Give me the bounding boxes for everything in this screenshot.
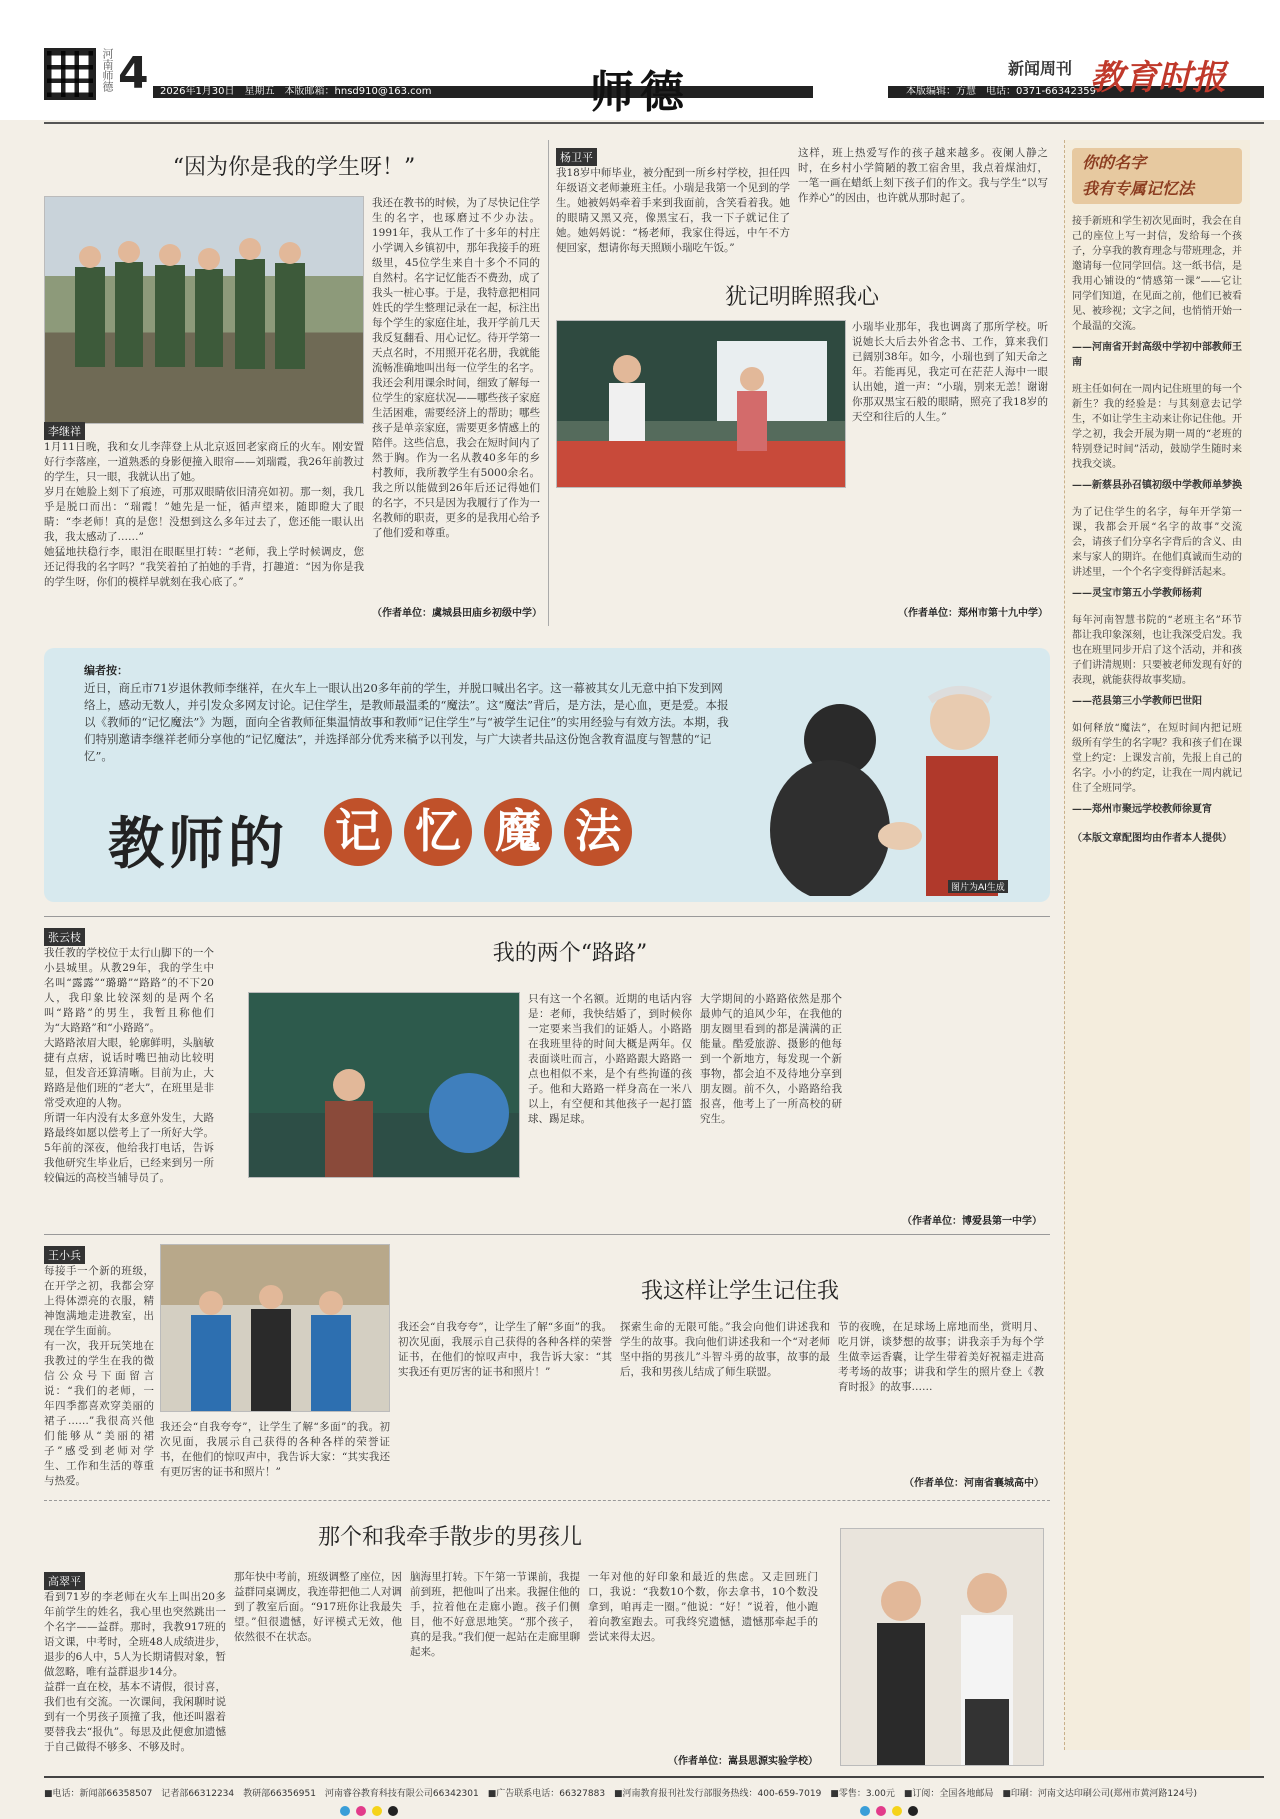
article-title: 我的两个“路路” xyxy=(492,941,648,966)
article-body xyxy=(44,946,214,1208)
author-unit: （作者单位：虞城县田庙乡初级中学） xyxy=(372,608,542,619)
photo-credit-note: （本版文章配图均由作者本人提供） xyxy=(1072,833,1232,844)
teacher-students-group-photo xyxy=(160,1244,390,1412)
paragraph: 我18岁中师毕业，被分配到一所乡村学校，担任四年级语文老师兼班主任。小瑞是我第一个见到的学生。她被妈妈牵着手来到我面前，含笑看着我。她的眼睛又黑又亮，像黑宝石，我一下子就记住了她。她妈妈说：“杨老师，我家住得远，中午不方便回家，想请你每天照顾小瑞吃午饭。” xyxy=(556,167,790,254)
article-body xyxy=(410,1570,580,1746)
article-body xyxy=(398,1320,612,1470)
sidebar-content xyxy=(1072,214,1242,844)
paragraph: 只有这一个名额。近期的电话内容是：老师，我快结婚了，到时候你一定要来当我们的证婚人。小路路在我班里待的时间大概是两年。仅表面谈吐而言，小路路跟大路路一点也相似不来，是个有些拘谨的孩子。他和大路路一样身高在一米八以上，有空便和其他孩子一起打篮球、踢足球。 xyxy=(528,993,692,1125)
article-body xyxy=(588,1570,818,1746)
paragraph: 她猛地扶稳行李，眼泪在眼眶里打转：“老师，我上学时候调皮，您还记得我的名字吗？”我笑着拍了拍她的手背，打趣道：“因为你是我的学生呀，你们的模样早就刻在我心底了。” xyxy=(44,546,364,588)
sidebar-paragraph: 班主任如何在一周内记住班里的每一个新生？我的经验是：与其刻意去记学生，不如让学生主动来让你记住他。开学之初，我会开展为期一周的“老班的特别登记时间”活动，鼓励学生随时来找我交谈。 xyxy=(1072,384,1242,470)
sidebar-heading-line2: 我有专属记忆法 xyxy=(1082,179,1195,198)
sidebar-signature: ——范县第三小学教师巴世阳 xyxy=(1072,696,1202,707)
article-body xyxy=(556,166,790,270)
print-color-dot xyxy=(340,1806,350,1816)
byline xyxy=(44,1244,85,1264)
byline xyxy=(44,926,85,946)
paragraph: 节的夜晚，在足球场上席地而坐，赏明月、吃月饼，谈梦想的故事；讲我亲手为每个学生做幸运香囊，让学生带着美好祝福走进高考考场的故事；讲我和学生的照片登上《教育时报》的故事…… xyxy=(838,1321,1044,1393)
print-color-dot xyxy=(356,1806,366,1816)
editor-line: 本版编辑：方慧 电话：0371-66342359 xyxy=(906,86,1096,97)
article-title: 那个和我牵手散步的男孩儿 xyxy=(317,1525,582,1550)
paragraph: 脑海里打转。下午第一节课前，我提前到班，把他叫了出来。我握住他的手，拉着他在走廊小跑。孩子们侧目，他不好意思地笑。“那个孩子，真的是我。”我们便一起站在走廊里聊起来。 xyxy=(410,1571,580,1658)
author-name: 王小兵 xyxy=(44,1246,85,1264)
teacher-globe-photo xyxy=(248,992,520,1178)
author-unit: （作者单位：河南省襄城高中） xyxy=(904,1478,1044,1489)
section-title: 师德 xyxy=(590,67,690,118)
date-line: 2026年1月30日 星期五 本版邮箱：hnsd910@163.com xyxy=(160,86,432,97)
handshake-illustration xyxy=(760,660,1040,896)
teacher-students-photo xyxy=(44,196,364,424)
weekly-label: 新闻周刊 xyxy=(1008,59,1073,78)
article-body xyxy=(620,1320,830,1470)
feature-headline-char: 忆 xyxy=(404,798,472,866)
sidebar-heading xyxy=(1072,148,1242,204)
paragraph: 岁月在她脸上刻下了痕迹，可那双眼睛依旧清亮如初。那一刻，我几乎是脱口而出：“瑞霞！”她先是一怔，循声望来，随即瞪大了眼睛：“李老师！真的是您！没想到这么多年过去了，您还能一眼认出我，我太感动了……” xyxy=(44,486,364,543)
paragraph: 我还会利用课余时间，细致了解每一位学生的家庭状况——哪些孩子家庭生活困难，需要经济上的帮助；哪些孩子是单亲家庭，需要更多情感上的陪伴。这些信息，我会在短时间内了然于胸。作为一名从教40多年的乡村教师，我所教学生有5000余名。我之所以能做到26年后还记得她们的名字，不只是因为我履行了作为一名教师的职责，更多的是我用心给予了他们爱和尊重。 xyxy=(372,377,540,539)
sidebar-heading-line1: 你的名字 xyxy=(1082,153,1147,172)
paragraph: 1月11日晚，我和女儿李萍登上从北京返回老家商丘的火车。刚安置好行李落座，一道熟悉的身影便撞入眼帘——刘瑞霞，我26年前教过的学生，只一眼，我就认出了她。 xyxy=(44,441,364,483)
paragraph: 看到71岁的李老师在火车上叫出20多年前学生的姓名，我心里也突然跳出一个名字——益群。那时，我教917班的语文课，中考时，全班48人成绩进步，退步的6人中，5人为长期请假对象，暂做忽略，唯有益群退步14分。 xyxy=(44,1591,226,1678)
paragraph: 那年快中考前，班级调整了座位，因益群同桌调皮，我连带把他二人对调到了教室后面。“917班你让我最失望。”但很遗憾，好评模式无效，他依然很不在状态。 xyxy=(234,1571,402,1643)
author-name: 杨卫平 xyxy=(556,148,597,166)
header-rule xyxy=(44,122,1264,124)
author-unit: （作者单位：郑州市第十九中学） xyxy=(898,608,1048,619)
article-body xyxy=(234,1570,402,1760)
print-color-dot xyxy=(372,1806,382,1816)
feature-headline-prefix: 教师的 xyxy=(108,811,288,877)
classroom-photo xyxy=(556,320,846,488)
feature-headline-char: 记 xyxy=(324,798,392,866)
paragraph: 我还在教书的时候，为了尽快记住学生的名字，也琢磨过不少办法。1991年，我从工作了十多年的村庄小学调入乡镇初中，那年我接手的班级里，45位学生来自十多个不同的自然村。名字记忆能否不费劲，成了我头一桩心事。于是，我特意把相同姓氏的学生整理记录在一起，标注出每个学生的家庭住址，我开学前几天我反复翻看、用心记忆。待开学第一天点名时，不用照开花名册，我就能流畅准确地叫出每一位学生的名字。 xyxy=(372,197,540,374)
byline xyxy=(44,1570,85,1590)
article-body xyxy=(44,1264,154,1492)
paragraph: 我任教的学校位于太行山脚下的一个小县城里。从教29年，我的学生中名叫“露露”“璐璐”“路路”的不下20人，我印象比较深刻的是两个名叫“路路”的男生，我暂且称他们为“大路路”和“小路路”。 xyxy=(44,947,214,1034)
sidebar-paragraph: 每年河南智慧书院的“老班主名”环节都让我印象深刻，也让我深受启发。我也在班里同步开启了这个活动，并和孩子们讲清规则：只要被老师发现有好的表现，就能获得故事奖励。 xyxy=(1072,615,1242,686)
paragraph: 益群一直在校，基本不请假，很讨喜，我们也有交流。一次课间，我闲聊时说到有一个男孩子顶撞了我，他还叫嚣着要替我去“报仇”。每思及此便愈加遗憾于自己做得不够多、不够及时。 xyxy=(44,1681,226,1753)
editor-note-label: 编者按： xyxy=(84,664,128,677)
vertical-label: 河南师德 xyxy=(101,48,114,92)
paragraph: 大学期间的小路路依然是那个最帅气的追风少年，在我他的朋友圈里看到的都是满满的正能量。酷爱旅游、摄影的他每到一个新地方，每发现一个新事物，都会迫不及待地分享到朋友圈。前不久，小路路给我报喜，他考上了一所高校的研究生。 xyxy=(700,993,842,1125)
article-body xyxy=(798,146,1048,270)
teacher-and-boy-photo xyxy=(840,1528,1044,1766)
sidebar-signature: ——新蔡县孙召镇初级中学教师单梦换 xyxy=(1072,480,1242,491)
article-body xyxy=(44,1590,226,1760)
paragraph: 每接手一个新的班级，在开学之初，我都会穿上得体漂亮的衣服，精神饱满地走进教室，出现在学生面前。 xyxy=(44,1265,154,1337)
qr-code-icon xyxy=(44,48,96,100)
editor-note-text: 近日，商丘市71岁退休教师李继祥，在火车上一眼认出20多年前的学生，并脱口喊出名字。这一幕被其女儿无意中拍下发到网络上，感动无数人，并引发众多网友讨论。记住学生，是教师最温柔的“魔法”。这“魔法”背后，是方法，是心血，更是爱。本报以《教师的“记忆魔法”》为题，面向全省教师征集温情故事和教师“记住学生”与“被学生记住”的实用经验与有效方法。本期，我们特别邀请李继祥老师分享他的“记忆魔法”，并选择部分优秀来稿予以刊发，与广大读者共品这份饱含教育温度与智慧的“记忆”。 xyxy=(84,681,729,763)
article-body xyxy=(852,320,1048,490)
column-divider xyxy=(548,140,549,626)
paragraph: 大路路浓眉大眼，轮廓鲜明，头脑敏捷有点痞，说话时嘴巴抽动比较明显，但发音还算清晰。目前为止，大路路是他们班的“老大”，在班里是非常受欢迎的人物。 xyxy=(44,1037,214,1109)
sidebar-paragraph: 为了记住学生的名字，每年开学第一课，我都会开展“名字的故事”交流会，请孩子们分享名字背后的含义、由来与家人的期许。在他们真诚而生动的讲述里，一个个名字变得鲜活起来。 xyxy=(1072,507,1242,578)
image-credit: 图片为AI生成 xyxy=(948,880,1008,893)
byline xyxy=(44,420,85,440)
paragraph: 探索生命的无限可能。”我会向他们讲述我和学生的故事。我向他们讲述我和一个“对老师坚中指的男孩儿”斗智斗勇的故事，故事的最后，我和男孩儿结成了师生联盟。 xyxy=(620,1321,830,1378)
paragraph: 这样，班上热爱写作的孩子越来越多。夜阑人静之时，在乡村小学简陋的教工宿舍里，我点着煤油灯，一笔一画在蜡纸上刻下孩子们的作文。我与学生“以写作养心”的因由，也许就从那时起了。 xyxy=(798,147,1048,204)
article-body xyxy=(700,992,842,1208)
author-name: 李继祥 xyxy=(44,422,85,440)
article-title: 犹记明眸照我心 xyxy=(724,285,879,310)
author-name: 高翠平 xyxy=(44,1572,85,1590)
author-unit: （作者单位：博爱县第一中学） xyxy=(902,1216,1042,1227)
print-color-dot xyxy=(876,1806,886,1816)
print-color-dot xyxy=(908,1806,918,1816)
paragraph: 我还会“自我夸夸”，让学生了解“多面”的我。初次见面，我展示自己获得的各种各样的荣誉证书，在他们的惊叹声中，我告诉大家：“其实我还有更厉害的证书和照片！” xyxy=(160,1421,390,1478)
paragraph: 一年对他的好印象和最近的焦虑。又走回班门口，我说：“我数10个数，你去拿书，10个数没拿到，咱再走一圈。”他说：“好！”说着，他小跑着向教室跑去。可我终究遗憾，遗憾那牵起手的尝试来得太迟。 xyxy=(588,1571,818,1643)
sidebar-signature: ——河南省开封高级中学初中部教师王南 xyxy=(1072,342,1242,368)
print-color-dot xyxy=(388,1806,398,1816)
section-divider xyxy=(44,1234,1050,1235)
footer-rule xyxy=(44,1776,1264,1778)
paragraph: 有一次，我开玩笑地在我教过的学生在我的微信公众号下面留言说：“我们的老师，一年四季都喜欢穿美丽的裙子……”我很高兴他们能够从“美丽的裙子”感受到老师对学生、工作和生活的尊重与热爱。 xyxy=(44,1340,154,1487)
sidebar-signature: ——郑州市聚远学校教师徐夏宵 xyxy=(1072,804,1212,815)
page-number: 4 xyxy=(118,48,149,99)
author-unit: （作者单位：嵩县思源实验学校） xyxy=(668,1756,818,1767)
paragraph: 小瑞毕业那年，我也调离了那所学校。听说她长大后去外省念书、工作，算来我们已阔别38年。如今，小瑞也到了知天命之年。若能再见，我定可在茫茫人海中一眼认出她，道一声：“小瑞，别来无恙！谢谢你那双黑宝石般的眼睛，照亮了我18岁的天空和往后的人生。” xyxy=(852,321,1048,423)
paragraph: 我还会“自我夸夸”，让学生了解“多面”的我。初次见面，我展示自己获得的各种各样的荣誉证书，在他们的惊叹声中，我告诉大家：“其实我还有更厉害的证书和照片！” xyxy=(398,1321,612,1378)
feature-headline-char: 魔 xyxy=(484,798,552,866)
sidebar-paragraph: 如何释放“魔法”，在短时间内把记班级所有学生的名字呢？我和孩子们在课堂上约定：上课发言前，先报上自己的名字。小小的约定，让我在一周内就记住了全班同学。 xyxy=(1072,723,1242,794)
paragraph: 所谓一年内没有太多意外发生，大路路最终如愿以偿考上了一所好大学。5年前的深夜，他给我打电话，告诉我他研究生毕业后，已经来到另一所较偏远的高校当辅导员了。 xyxy=(44,1112,214,1184)
article-body xyxy=(528,992,692,1208)
section-divider xyxy=(44,916,1050,917)
print-color-dot xyxy=(892,1806,902,1816)
article-title: 我这样让学生记住我 xyxy=(640,1279,839,1304)
article-body xyxy=(372,196,540,596)
author-name: 张云枝 xyxy=(44,928,85,946)
sidebar-signature: ——灵宝市第五小学教师杨莉 xyxy=(1072,588,1202,599)
sidebar-paragraph: 接手新班和学生初次见面时，我会在自己的座位上写一封信，发给每一个孩子，分享我的教育理念与带班理念，并邀请每一位同学回信。这一纸书信，是我用心铺设的“情感第一课”——它让同学们知道，在见面之前，他们已被看见、被珍视；文字之间，也悄悄开始一个最温的交流。 xyxy=(1072,216,1242,332)
print-color-dot xyxy=(860,1806,870,1816)
article-body xyxy=(160,1420,390,1492)
footer-info: ■电话：新闻部66358507 记者部66312234 教研部66356951 河南睿谷教育科技有限公司66342301 ■广告联系电话：66327883 ■河南教育报刊社发行部服务热线：400-659-7019 ■零售：3.00元 ■订阅：全国各地邮局 ■印刷：河南文达印刷公司(郑州市黄河路124号) xyxy=(44,1789,1198,1799)
brand-logo: 教育时报 xyxy=(1090,58,1226,98)
byline xyxy=(556,146,597,166)
feature-headline-char: 法 xyxy=(564,798,632,866)
article-body xyxy=(838,1320,1044,1470)
article-body xyxy=(44,440,364,620)
section-divider xyxy=(44,1500,1050,1501)
article-title: “因为你是我的学生呀！” xyxy=(172,155,416,180)
